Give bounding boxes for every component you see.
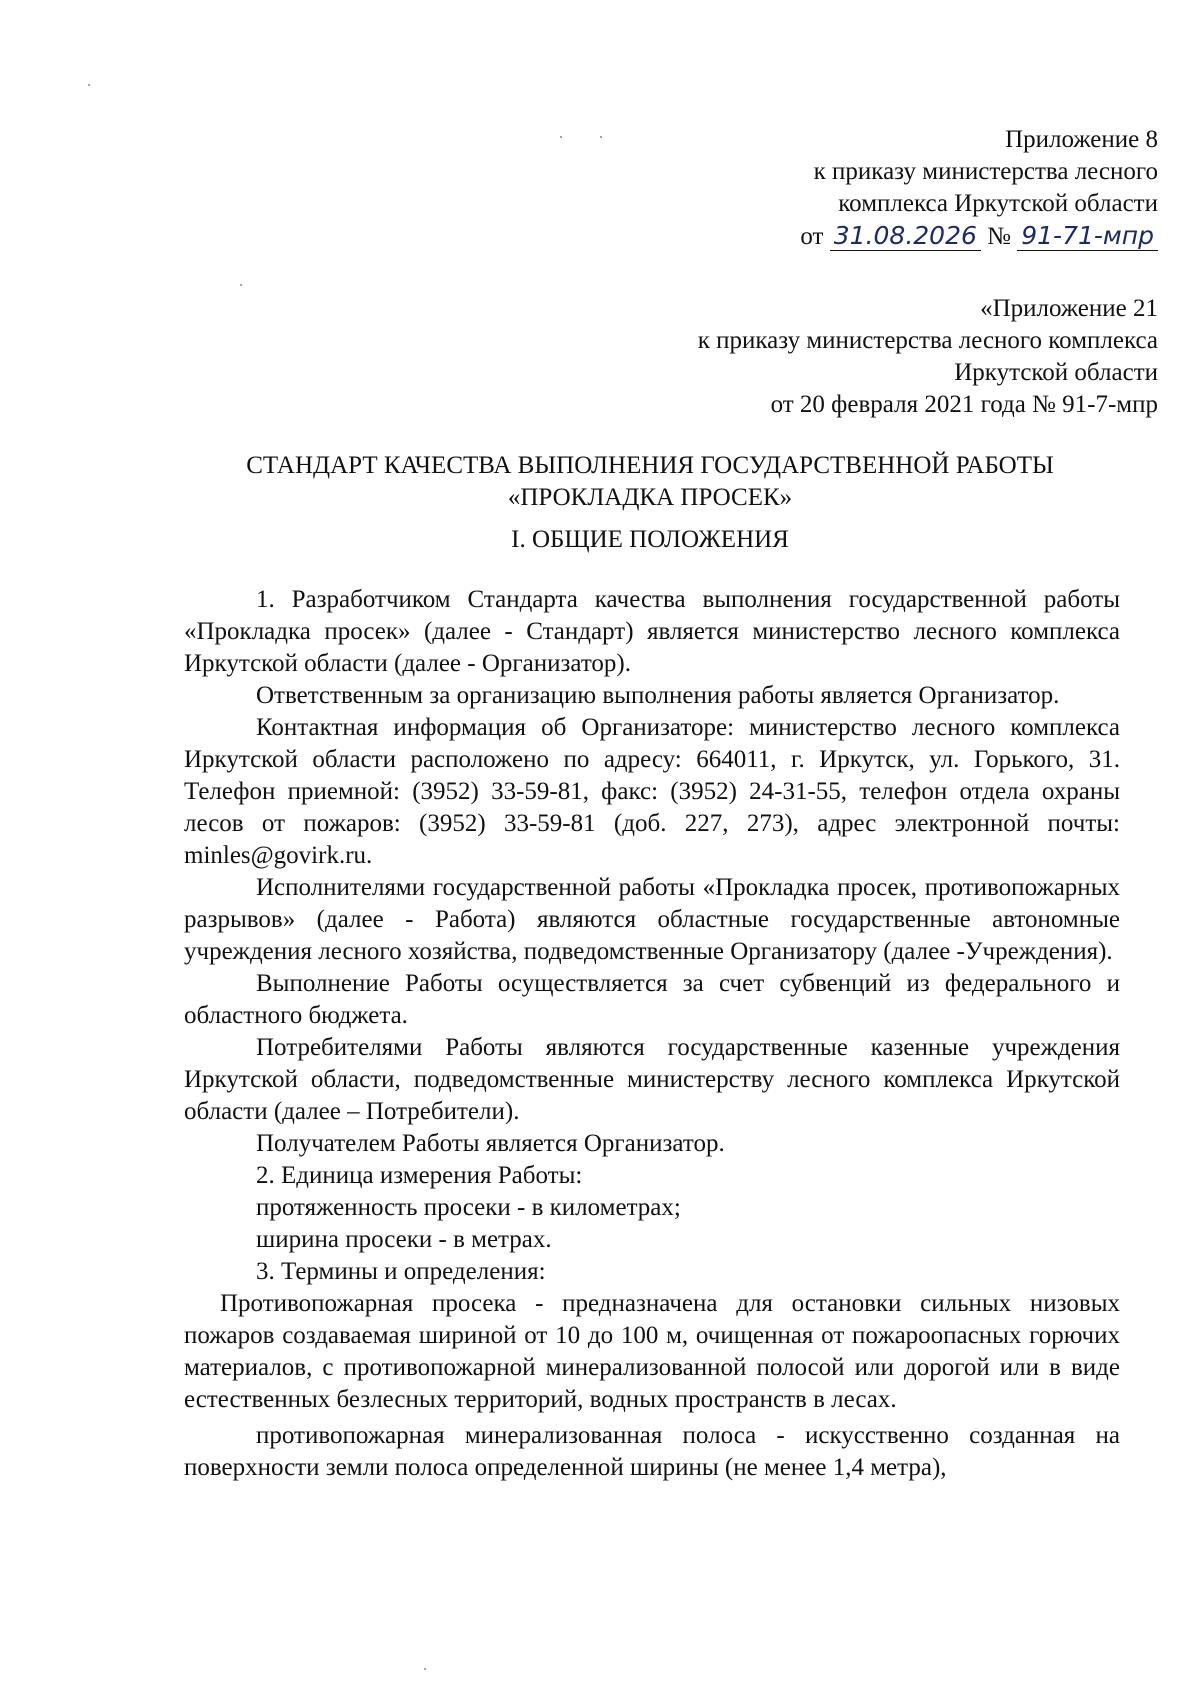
paragraph-1: 1. Разработчиком Стандарта качества выполнения государственной работы «Прокладка просек» (далее - Стандарт) является министерство лесного комплекса Иркутской области (далее - Организатор). (184, 586, 1120, 677)
paragraph-13: противопожарная минерализованная полоса - искусственно созданная на поверхности земли полоса определенной ширины (не менее 1,4 метра), (184, 1422, 1120, 1481)
paragraph-2: Ответственным за организацию выполнения работы является Организатор. (256, 682, 1060, 709)
appendix-8-date-number-line (800, 220, 1158, 253)
appendix-21-title: «Приложение 21 (980, 295, 1158, 322)
section-heading: I. ОБЩИЕ ПОЛОЖЕНИЯ (511, 526, 789, 553)
appendix-21-date-line: от 20 февраля 2021 года № 91-7-мпр (770, 391, 1158, 418)
appendix-8-region-line: комплекса Иркутской области (838, 190, 1158, 217)
title-line-1: СТАНДАРТ КАЧЕСТВА ВЫПОЛНЕНИЯ ГОСУДАРСТВЕННОЙ РАБОТЫ (246, 452, 1054, 479)
paragraph-4: Исполнителями государственной работы «Прокладка просек, противопожарных разрывов» (далее - Работа) являются областные государственные автономные учреждения лесного хозяйства, подведомственные Организатору (далее -Учреждения). (184, 874, 1120, 965)
appendix-21-header (698, 293, 1158, 421)
paragraph-10: ширина просеки - в метрах. (256, 1226, 552, 1253)
from-label: от (800, 223, 824, 250)
appendix-21-region-line: Иркутской области (954, 359, 1158, 386)
paragraph-7: Получателем Работы является Организатор. (256, 1130, 725, 1157)
scan-speck (600, 136, 602, 138)
paragraph-12: Противопожарная просека - предназначена для остановки сильных низовых пожаров создаваемая шириной от 10 до 100 м, очищенная от пожароопасных горючих материалов, с противопожарной минерализованной полосой или дорогой или в виде естественных безлесных территорий, водных пространств в лесах. (184, 1290, 1120, 1413)
handwritten-date: 31.08.2026 (830, 221, 981, 251)
paragraph-5: Выполнение Работы осуществляется за счет субвенций из федерального и областного бюджета. (184, 970, 1120, 1029)
handwritten-number: 91-71-мпр (1017, 221, 1158, 251)
paragraph-11: 3. Термины и определения: (256, 1258, 546, 1285)
paragraph-9: протяженность просеки - в километрах; (256, 1194, 681, 1221)
title-line-2: «ПРОКЛАДКА ПРОСЕК» (507, 484, 793, 511)
appendix-8-title: Приложение 8 (1005, 126, 1158, 153)
scan-speck (88, 84, 90, 86)
paragraph-8: 2. Единица измерения Работы: (256, 1162, 583, 1189)
scan-speck (240, 284, 242, 286)
scan-speck (560, 136, 562, 138)
paragraph-6: Потребителями Работы являются государственные казенные учреждения Иркутской области, подведомственные министерству лесного комплекса Иркутской области (далее – Потребители). (184, 1034, 1120, 1125)
appendix-8-header (800, 124, 1158, 253)
appendix-21-order-line: к приказу министерства лесного комплекса (697, 327, 1158, 354)
document-body (184, 584, 1120, 1484)
appendix-8-order-line: к приказу министерства лесного (813, 158, 1158, 185)
paragraph-3: Контактная информация об Организаторе: министерство лесного комплекса Иркутской области расположено по адресу: 664011, г. Иркутск, ул. Горького, 31. Телефон приемной: (3952) 33-59-81, факс: (3952) 24-31-55, телефон отдела охраны лесов от пожаров: (3952) 33-59-81 (доб. 227, 273), адрес электронной почты: minles@govirk.ru. (184, 714, 1120, 869)
scan-speck (424, 1668, 426, 1670)
document-title (180, 450, 1120, 514)
number-label: № (987, 223, 1011, 250)
